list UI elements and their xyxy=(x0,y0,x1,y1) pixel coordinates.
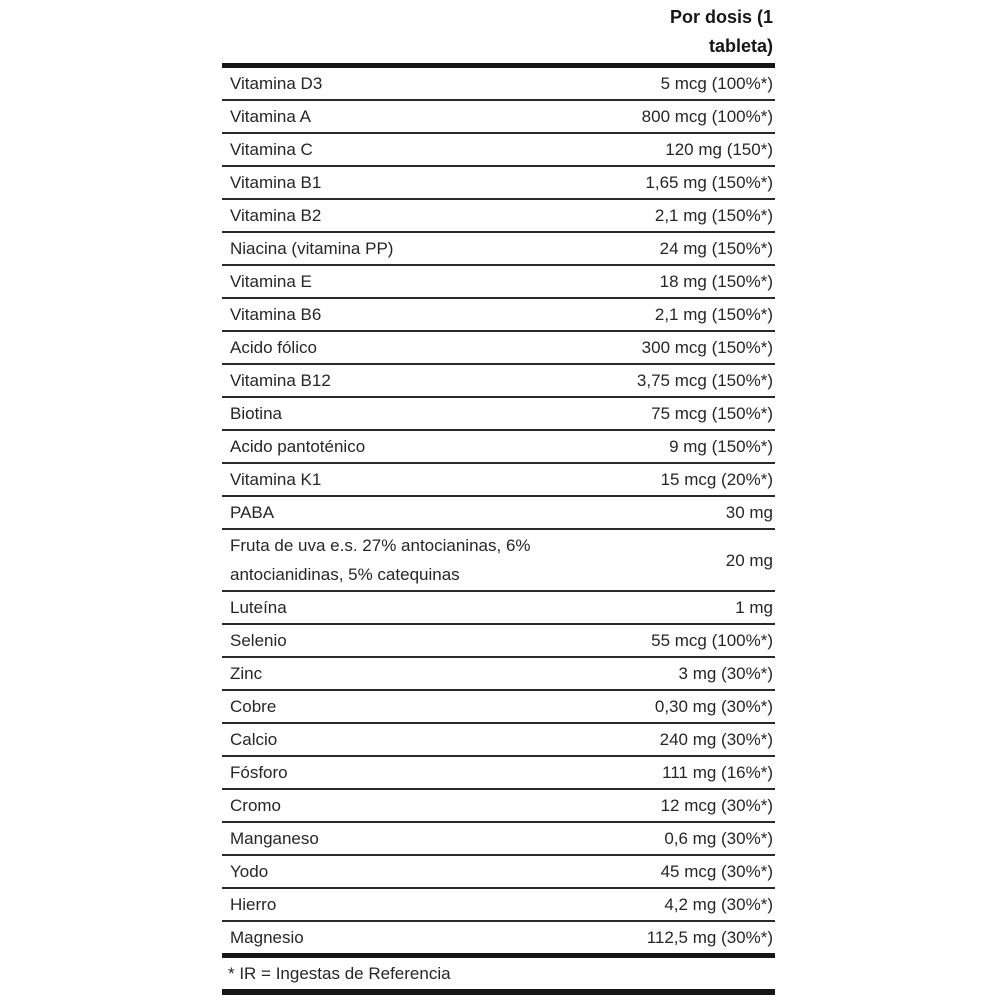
nutrient-value: 300 mcg (150%*) xyxy=(641,338,773,357)
nutrient-name: Hierro xyxy=(230,895,277,914)
nutrient-value: 120 mg (150*) xyxy=(665,140,773,159)
nutrient-value: 1 mg xyxy=(735,598,773,617)
nutrient-value: 1,65 mg (150%*) xyxy=(645,173,773,192)
nutrient-name: Yodo xyxy=(230,862,269,881)
footnote-row xyxy=(222,958,775,995)
table-row xyxy=(222,363,775,396)
nutrient-name: Vitamina A xyxy=(230,107,311,126)
nutrient-value: 240 mg (30%*) xyxy=(659,730,773,749)
dose-column-header-line1: Por dosis (1 xyxy=(669,7,773,27)
nutrient-name: Acido pantoténico xyxy=(230,437,366,456)
nutrient-name: Fósforo xyxy=(230,763,288,782)
table-row xyxy=(222,495,775,528)
nutrient-name: Luteína xyxy=(230,598,287,617)
nutrient-value: 12 mcg (30%*) xyxy=(660,796,773,815)
nutrient-name: Vitamina E xyxy=(230,272,312,291)
nutrient-name: Niacina (vitamina PP) xyxy=(230,239,394,258)
nutrient-name: Zinc xyxy=(230,664,263,683)
nutrient-name: Vitamina B6 xyxy=(230,305,322,324)
table-row xyxy=(222,297,775,330)
table-row xyxy=(222,788,775,821)
table-row xyxy=(222,132,775,165)
table-row xyxy=(222,396,775,429)
nutrient-name: Vitamina D3 xyxy=(230,74,323,93)
table-row xyxy=(222,689,775,722)
nutrient-value: 0,6 mg (30%*) xyxy=(664,829,773,848)
nutrient-value: 24 mg (150%*) xyxy=(659,239,773,258)
nutrient-value: 3,75 mcg (150%*) xyxy=(636,371,773,390)
table-header xyxy=(222,0,775,63)
nutrient-value: 45 mcg (30%*) xyxy=(660,862,773,881)
nutrient-value: 112,5 mg (30%*) xyxy=(646,928,773,947)
table-row xyxy=(222,99,775,132)
table-row xyxy=(222,623,775,656)
nutrient-value: 3 mg (30%*) xyxy=(678,664,773,683)
table-row xyxy=(222,264,775,297)
table-row xyxy=(222,722,775,755)
table-row xyxy=(222,231,775,264)
nutrient-value: 5 mcg (100%*) xyxy=(660,74,773,93)
table-row xyxy=(222,68,775,99)
nutrient-name: Vitamina B2 xyxy=(230,206,322,225)
nutrient-value: 18 mg (150%*) xyxy=(659,272,773,291)
nutrient-value: 111 mg (16%*) xyxy=(662,763,773,782)
nutrient-name: Cromo xyxy=(230,796,282,815)
table-row xyxy=(222,198,775,231)
nutrient-value: 9 mg (150%*) xyxy=(669,437,773,456)
table-row xyxy=(222,590,775,623)
nutrient-value: 0,30 mg (30%*) xyxy=(654,697,773,716)
nutrient-name: Vitamina K1 xyxy=(230,470,322,489)
nutrient-value: 2,1 mg (150%*) xyxy=(654,305,773,324)
nutrient-name: Cobre xyxy=(230,697,277,716)
nutrient-value: 55 mcg (100%*) xyxy=(651,631,773,650)
table-row xyxy=(222,887,775,920)
table-row xyxy=(222,165,775,198)
nutrient-rows xyxy=(222,63,775,958)
table-row xyxy=(222,429,775,462)
nutrient-name: Calcio xyxy=(230,730,278,749)
nutrient-value: 15 mcg (20%*) xyxy=(660,470,773,489)
table-row xyxy=(222,755,775,788)
nutrient-value: 800 mcg (100%*) xyxy=(641,107,773,126)
table-row xyxy=(222,462,775,495)
nutrient-value: 4,2 mg (30%*) xyxy=(664,895,773,914)
nutrient-name: Magnesio xyxy=(230,928,304,947)
footnote-text: * IR = Ingestas de Referencia xyxy=(228,963,451,983)
table-row xyxy=(222,528,775,590)
nutrient-name: Vitamina B1 xyxy=(230,173,322,192)
nutrient-value: 30 mg xyxy=(725,503,773,522)
table-row xyxy=(222,330,775,363)
table-row xyxy=(222,656,775,689)
table-row xyxy=(222,854,775,887)
nutrient-value: 20 mg xyxy=(725,550,773,570)
dose-column-header-line2: tableta) xyxy=(708,36,773,56)
table-row xyxy=(222,821,775,854)
nutrient-name: Vitamina C xyxy=(230,140,313,159)
nutrient-name: Fruta de uva e.s. 27% antocianinas, 6% antocianidinas, 5% catequinas xyxy=(230,536,531,584)
nutrient-name: Selenio xyxy=(230,631,287,650)
nutrient-name: Manganeso xyxy=(230,829,319,848)
nutrient-name: Acido fólico xyxy=(230,338,317,357)
nutrient-value: 2,1 mg (150%*) xyxy=(654,206,773,225)
nutrient-name: Biotina xyxy=(230,404,282,423)
table-row xyxy=(222,920,775,953)
nutrient-value: 75 mcg (150%*) xyxy=(651,404,773,423)
nutrient-name: Vitamina B12 xyxy=(230,371,331,390)
nutrition-table xyxy=(222,0,775,995)
nutrient-name: PABA xyxy=(230,503,275,522)
